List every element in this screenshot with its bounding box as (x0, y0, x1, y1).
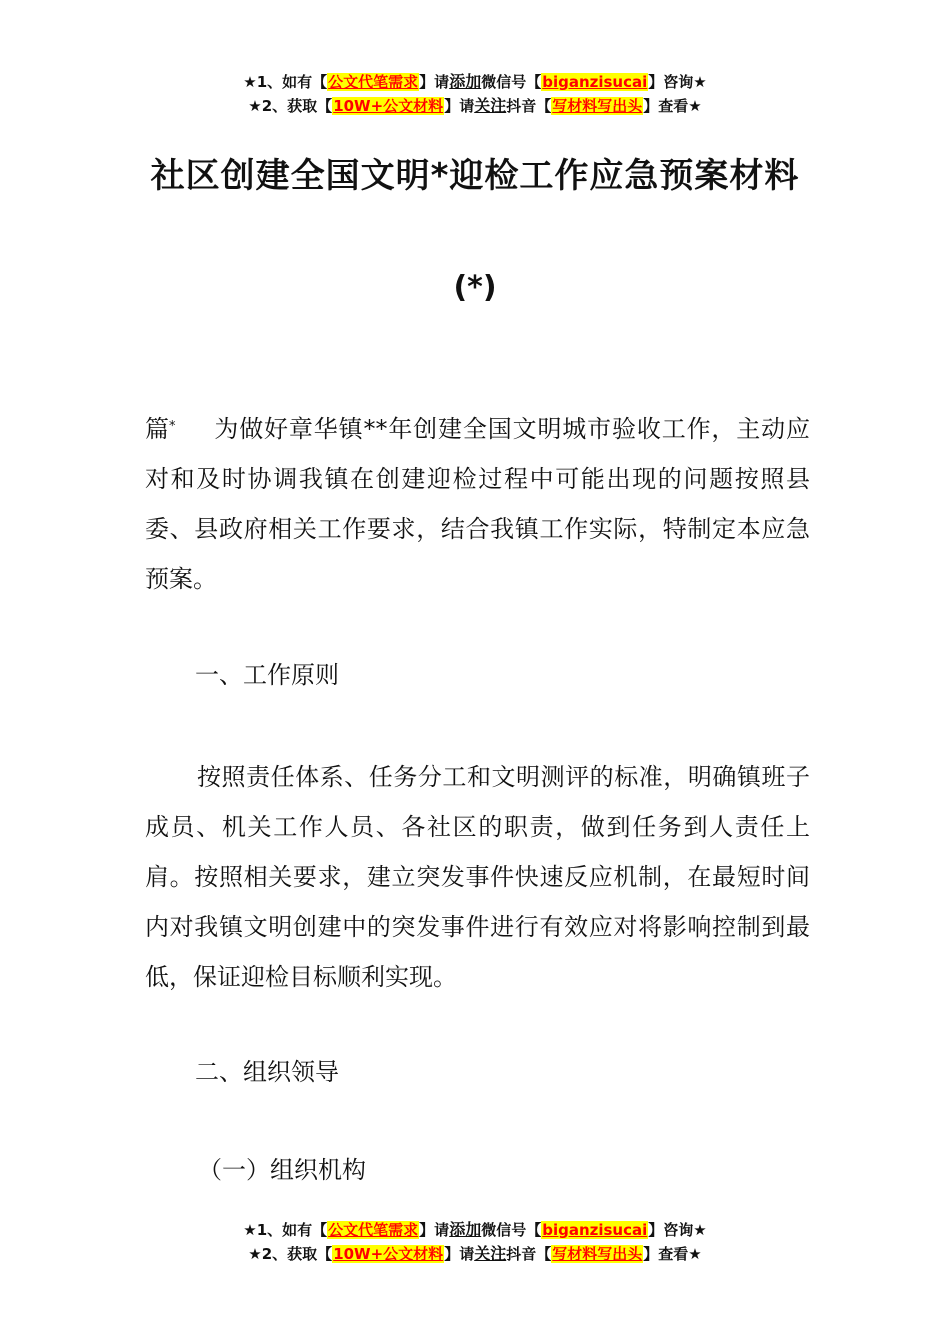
promo-highlight: 写材料写出头 (552, 97, 643, 115)
promo-highlight: 10W+公文材料 (333, 1245, 444, 1263)
document-subtitle: (*) (453, 270, 497, 305)
intro-paragraph (145, 404, 810, 604)
promo-highlight: biganzisucai (542, 73, 648, 91)
principles-paragraph: 按照责任体系、任务分工和文明测评的标准，明确镇班子成员、机关工作人员、各社区的职责，做到任务到人责任上肩。按照相关要求，建立突发事件快速反应机制，在最短时间内对我镇文明创建中的突发事件进行有效应对将影响控制到最低，保证迎检目标顺利实现。 (145, 763, 810, 991)
promo-line-2: ★2、获取【10W+公文材料】请关注抖音【写材料写出头】查看★ (248, 96, 702, 115)
promo-highlight: 公文代笔需求 (328, 73, 419, 91)
promo-highlight: 10W+公文材料 (333, 97, 444, 115)
document-title: 社区创建全国文明*迎检工作应急预案材料 (150, 156, 800, 196)
promo-highlight: biganzisucai (542, 1221, 648, 1239)
intro-text: 为做好章华镇**年创建全国文明城市验收工作，主动应对和及时协调我镇在创建迎检过程中可能出现的问题按照县委、县政府相关工作要求，结合我镇工作实际，特制定本应急预案。 (145, 415, 810, 593)
promo-highlight: 写材料写出头 (552, 1245, 643, 1263)
promo-line-2: ★2、获取【10W+公文材料】请关注抖音【写材料写出头】查看★ (248, 1244, 702, 1263)
promo-banner-top (0, 70, 950, 118)
promo-line-1: ★1、如有【公文代笔需求】请添加微信号【biganzisucai】咨询★ (243, 1220, 707, 1239)
section-heading-principles: 一、工作原则 (195, 661, 339, 689)
promo-line-1: ★1、如有【公文代笔需求】请添加微信号【biganzisucai】咨询★ (243, 72, 707, 91)
paragraph-lead: 篇* (145, 415, 176, 443)
section-heading-leadership: 二、组织领导 (195, 1058, 339, 1086)
subsection-heading-organization: （一）组织机构 (198, 1156, 366, 1184)
promo-banner-bottom (0, 1218, 950, 1266)
promo-highlight: 公文代笔需求 (328, 1221, 419, 1239)
